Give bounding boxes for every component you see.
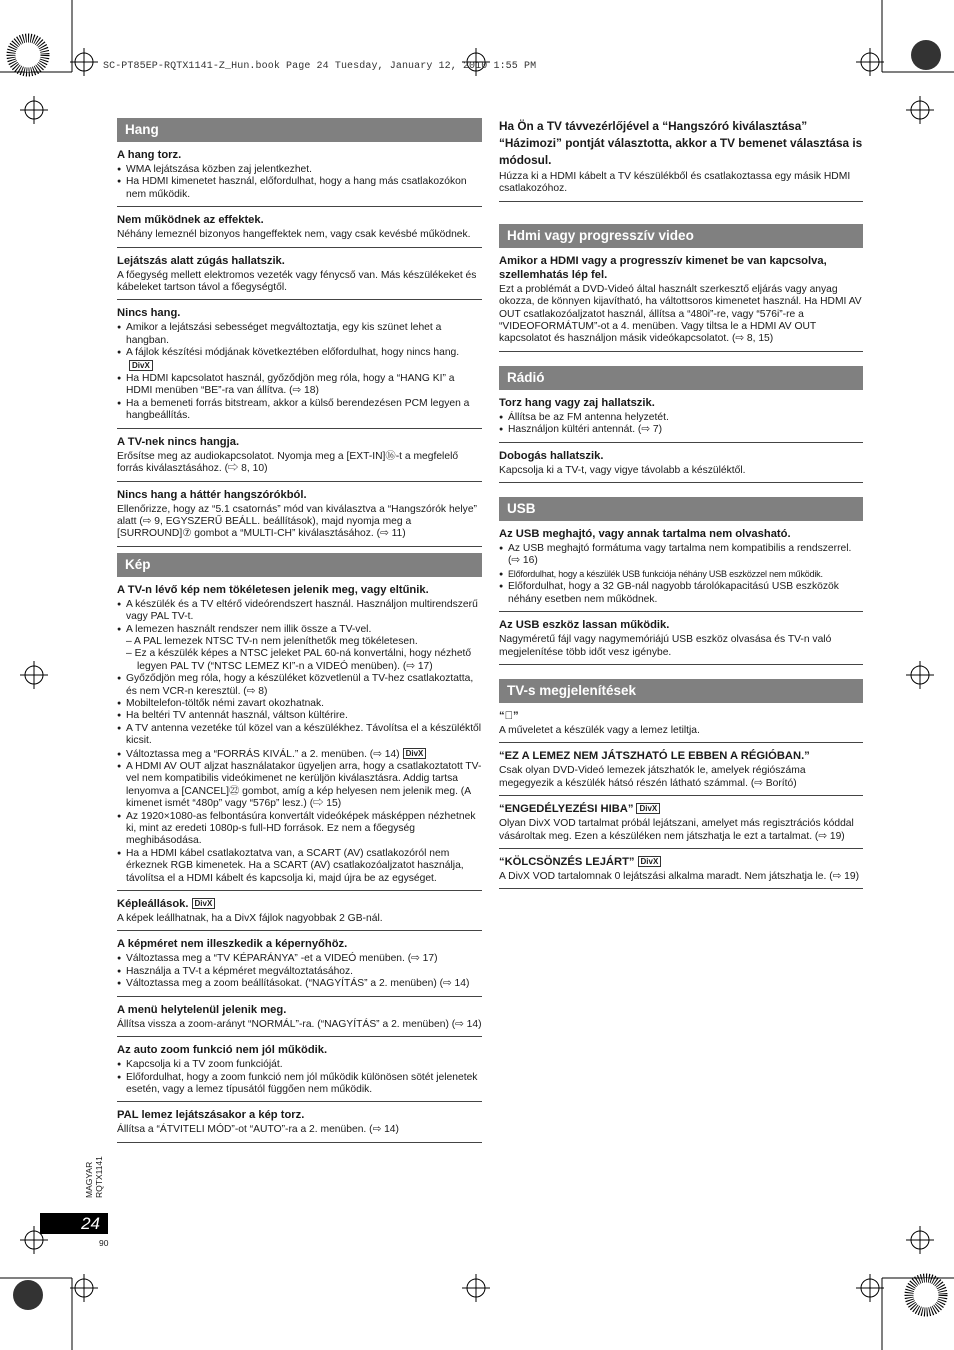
section-hdmi bbox=[499, 224, 863, 352]
bullet-item bbox=[117, 673, 482, 698]
faq-item bbox=[117, 306, 482, 428]
language-label: MAGYAR bbox=[84, 1161, 94, 1198]
question-text: Az USB eszköz lassan működik. bbox=[499, 619, 670, 632]
section-title-bar: Kép bbox=[117, 553, 482, 577]
faq-question bbox=[117, 1043, 482, 1057]
line-text: A HDMI AV OUT aljzat használatakor ügyeljen arra, hogy a csatlakoztatott TV-vel nem kompatibilis videókimenet ne kerüljön kiválasztásra. Addig tartsa lenyomva a [CANCEL]㉒ gombot, amíg a kép helyesen nem jelenik meg. (A kimenet ismét “480p” vagy “576p” lesz.) (⇨ 15) bbox=[126, 761, 482, 810]
faq-question bbox=[117, 1108, 482, 1122]
line-text: Erősítse meg az audiokapcsolatot. Nyomja meg a [EXT-IN]⑯-t a megfelelő forrás kiválasztásához. (⇨ 8, 10) bbox=[117, 450, 459, 475]
line-text: A képek leállhatnak, ha a DivX fájlok nagyobbak 2 GB-nál. bbox=[117, 913, 383, 925]
faq-question bbox=[499, 254, 863, 282]
line-text: Ha a bemeneti forrás bitstream, akkor a külső berendezésen PCM legyen a hangbeállítás. bbox=[126, 397, 470, 422]
left-column bbox=[117, 118, 482, 1153]
answer-text bbox=[117, 1124, 482, 1136]
answer-text bbox=[499, 284, 863, 346]
line-text: Változtassa meg a “FORRÁS KIVÁL.” a 2. menüben. (⇨ 14) bbox=[126, 748, 400, 760]
line-text: A fájlok készítési módjának következtében előfordulhat, hogy nincs hang. bbox=[126, 347, 460, 359]
question-text: PAL lemez lejátszásakor a kép torz. bbox=[117, 1109, 305, 1122]
line-text: Kapcsolja ki a TV-t, vagy vigye távolabb a készüléktől. bbox=[499, 464, 746, 476]
line-text: Ezt a problémát a DVD-Videó által használt szerkesztő eljárás vagy anyag okozza, de könnyen kijavítható, ha váltottsoros kimenetet használ. Ha HDMI AV OUT csatlakozóaljzatot használ, állítsa a “480i”-re, vagy “576i”-re a “VIDEOFORMÁTUM”-ot a 4. menüben. Vagy tiltsa le a HDMI AV OUT kapcsolatot és használjon másik videókapcsolatot. (⇨ 8, 15) bbox=[499, 283, 862, 345]
faq-item bbox=[117, 254, 482, 301]
bullet-item bbox=[499, 543, 863, 568]
bullet-item bbox=[117, 710, 482, 722]
line-text: Változtassa meg a “TV KÉPARÁNYA” -et a VIDEÓ menüben. (⇨ 17) bbox=[126, 953, 438, 965]
faq-item bbox=[499, 396, 863, 443]
bullet-item bbox=[117, 1072, 482, 1097]
line-text: Ellenőrizze, hogy az “5.1 csatornás” mód van kiválasztva a “Hangszórók helye” alatt (⇨ 9, EGYSZERŰ BEÁLL. beállítások), majd nyomja meg a [SURROUND]⑦ gombot a “MULTI-CH” kiválasztásához. (⇨ 11) bbox=[117, 503, 477, 540]
bullet-item bbox=[117, 748, 482, 761]
bullet-item bbox=[117, 164, 482, 176]
bullet-item bbox=[117, 347, 482, 373]
faq-question bbox=[499, 527, 863, 541]
faq-item bbox=[117, 583, 482, 891]
answer-text bbox=[117, 451, 482, 476]
bullet-item bbox=[117, 761, 482, 811]
divx-badge: DivX bbox=[636, 803, 660, 814]
section-hang bbox=[117, 118, 482, 547]
answer-text bbox=[117, 913, 482, 925]
question-text: “ENGEDÉLYEZÉSI HIBA” bbox=[499, 803, 634, 816]
section-radio bbox=[499, 366, 863, 483]
faq-question bbox=[117, 937, 482, 951]
faq-item bbox=[499, 709, 863, 743]
dash-item bbox=[117, 636, 482, 648]
line-text: – A PAL lemezek NTSC TV-n nem jeleníthetők meg tökéletesen. bbox=[126, 635, 418, 647]
dash-item bbox=[117, 648, 482, 673]
faq-item bbox=[117, 213, 482, 247]
faq-question bbox=[499, 618, 863, 632]
answer-text bbox=[499, 465, 863, 477]
line-text: A lemezen használt rendszer nem illik össze a TV-vel. bbox=[126, 623, 372, 635]
bullet-item bbox=[117, 373, 482, 398]
line-text: Amikor a lejátszási sebességet megváltoztatja, egy kis szünet lehet a hangban. bbox=[126, 322, 442, 346]
question-text: Nem működnek az effektek. bbox=[117, 214, 264, 227]
faq-question bbox=[499, 855, 863, 869]
doc-code: RQTX1141 bbox=[94, 1156, 104, 1198]
faq-item bbox=[499, 802, 863, 849]
line-text: Az 1920×1080-as felbontásúra konvertált videóképek másképpen nézhetnek ki, mint az eredeti 1080p-s full-HD források. Ez nem a főegység meghibásodása. bbox=[126, 810, 476, 847]
question-text: “⃠” bbox=[499, 709, 519, 722]
bullet-item bbox=[499, 412, 863, 424]
book-header-line: SC-PT85EP-RQTX1141-Z_Hun.book Page 24 Tuesday, January 12, 2010 1:55 PM bbox=[103, 61, 537, 72]
faq-item bbox=[117, 435, 482, 482]
faq-item bbox=[117, 1003, 482, 1037]
page-number-small: 90 bbox=[99, 1238, 109, 1248]
question-text: Az USB meghajtó, vagy annak tartalma nem olvasható. bbox=[499, 528, 791, 541]
bullet-item bbox=[117, 1059, 482, 1071]
line-text: – Ez a készülék képes a NTSC jeleket PAL 60-ná konvertálni, hogy nézhető legyen PAL TV (“NTSC LEMEZ KI”-n a VIDEÓ menüben). (⇨ 17) bbox=[126, 648, 472, 672]
bullet-item bbox=[499, 568, 863, 581]
faq-question bbox=[117, 213, 482, 227]
intro-item bbox=[499, 118, 863, 202]
bullet-item bbox=[117, 176, 482, 201]
section-tv bbox=[499, 679, 863, 889]
section-kep bbox=[117, 553, 482, 1143]
line-text: Állítsa vissza a zoom-arányt “NORMÁL”-ra. (“NAGYÍTÁS” a 2. menüben) (⇨ 14) bbox=[117, 1018, 482, 1030]
side-language-label bbox=[84, 1156, 104, 1198]
line-text: Előfordulhat, hogy a 32 GB-nál nagyobb tárolókapacitású USB eszközök néhány esetben nem működnek. bbox=[508, 581, 839, 605]
section-title-bar: Hdmi vagy progresszív video bbox=[499, 224, 863, 248]
question-text: A TV-nek nincs hangja. bbox=[117, 435, 240, 448]
answer-text bbox=[499, 818, 863, 843]
divx-badge: DivX bbox=[129, 360, 153, 371]
line-text: Változtassa meg a zoom beállításokat. (“NAGYÍTÁS” a 2. menüben) (⇨ 14) bbox=[126, 978, 470, 990]
question-text: Lejátszás alatt zúgás hallatszik. bbox=[117, 254, 285, 267]
question-text: A képméret nem illeszkedik a képernyőhöz. bbox=[117, 938, 348, 951]
section-title-bar: TV-s megjelenítések bbox=[499, 679, 863, 703]
line-text: A műveletet a készülék vagy a lemez letiltja. bbox=[499, 724, 700, 736]
question-text: Nincs hang. bbox=[117, 307, 181, 320]
faq-item bbox=[499, 749, 863, 796]
faq-question bbox=[499, 709, 863, 723]
answer-text bbox=[499, 634, 863, 659]
faq-item bbox=[499, 254, 863, 352]
faq-question bbox=[499, 396, 863, 410]
faq-item bbox=[117, 897, 482, 931]
answer-text bbox=[499, 871, 863, 883]
question-text: Nincs hang a háttér hangszórókból. bbox=[117, 488, 307, 501]
line-text: Állítsa a “ÁTVITELI MÓD”-ot “AUTO”-ra a 2. menüben. (⇨ 14) bbox=[117, 1124, 399, 1136]
faq-item bbox=[499, 855, 863, 889]
line-text: Csak olyan DVD-Videó lemezek játszhatók le, amelyek régiószáma megegyezik a készülék hátsó részén látható számmal. (⇨ Borító) bbox=[499, 765, 806, 789]
bullet-item bbox=[117, 398, 482, 423]
line-text: Ha a HDMI kábel csatlakoztatva van, a SCART (AV) csatlakozóról nem érkeznek RGB kimenetek. Ha a SCART (AV) csatlakozóaljzatot használja, távolítsa el a HDMI kábelt és kapcsolja ki, majd újra be az egységet. bbox=[126, 847, 464, 884]
faq-question bbox=[117, 897, 482, 911]
page-number-box: 24 bbox=[40, 1213, 108, 1234]
bullet-item bbox=[117, 848, 482, 885]
question-text: Amikor a HDMI vagy a progresszív kimenet be van kapcsolva, szellemhatás lép fel. bbox=[499, 254, 827, 281]
question-text: A menü helytelenül jelenik meg. bbox=[117, 1003, 287, 1016]
faq-question bbox=[499, 749, 863, 763]
faq-item bbox=[117, 1043, 482, 1102]
line-text: A főegység mellett elektromos vezeték vagy fénycső van. Más készülékeket és kábeleket tartson távol a főegységtől. bbox=[117, 269, 477, 294]
bullet-item bbox=[117, 966, 482, 978]
section-title-bar: Hang bbox=[117, 118, 482, 142]
bullet-item bbox=[117, 953, 482, 965]
answer-text bbox=[499, 725, 863, 737]
answer-text bbox=[117, 504, 482, 541]
answer-text bbox=[117, 1019, 482, 1031]
faq-question bbox=[117, 488, 482, 502]
faq-item bbox=[499, 449, 863, 483]
question-text: Dobogás hallatszik. bbox=[499, 449, 604, 462]
bullet-item bbox=[117, 599, 482, 624]
intro-question: Ha Ön a TV távvezérlőjével a “Hangszóró kiválasztása” “Házimozi” pontját választotta, akkor a TV bemenet választása is módosul. bbox=[499, 119, 863, 167]
faq-question bbox=[117, 254, 482, 268]
line-text: Az USB meghajtó formátuma vagy tartalma nem kompatibilis a rendszerrel. (⇨ 16) bbox=[508, 543, 852, 567]
divx-badge: DivX bbox=[403, 748, 427, 759]
line-text: A TV antenna vezetéke túl közel van a készülékhez. Távolítsa el a készüléktől kicsit. bbox=[126, 722, 482, 747]
bullet-item bbox=[117, 811, 482, 848]
faq-question bbox=[499, 802, 863, 816]
line-text: Használja a TV-t a képméret megváltoztatásához. bbox=[126, 965, 354, 977]
line-text: Állítsa be az FM antenna helyzetét. bbox=[508, 411, 669, 423]
question-text: Az auto zoom funkció nem jól működik. bbox=[117, 1044, 328, 1057]
section-usb bbox=[499, 497, 863, 665]
bullet-item bbox=[117, 978, 482, 990]
line-text: Használjon kültéri antennát. (⇨ 7) bbox=[508, 424, 663, 436]
faq-item bbox=[117, 148, 482, 207]
faq-item bbox=[117, 1108, 482, 1142]
bullet-item bbox=[499, 581, 863, 606]
divx-badge: DivX bbox=[192, 898, 216, 909]
faq-item bbox=[117, 937, 482, 996]
answer-text bbox=[499, 765, 863, 790]
question-text: A hang torz. bbox=[117, 149, 182, 161]
line-text: Mobiltelefon-töltők némi zavart okozhatnak. bbox=[126, 697, 325, 709]
right-column bbox=[499, 118, 863, 899]
intro-text: Húzza ki a HDMI kábelt a TV készülékből és csatlakoztassa egy másik HDMI csatlakozóhoz. bbox=[499, 171, 851, 195]
line-text: Előfordulhat, hogy a zoom funkció nem jól működik különösen sötét jelenetek esetén, vagy a lemez típusától függően nem működik. bbox=[126, 1071, 478, 1095]
faq-question bbox=[117, 583, 482, 597]
faq-item bbox=[499, 618, 863, 665]
faq-question bbox=[117, 148, 482, 162]
bullet-item bbox=[499, 424, 863, 436]
bullet-item bbox=[117, 698, 482, 710]
line-text: Nagyméretű fájl vagy nagymemóriájú USB eszköz olvasása és TV-n való megjelenítése több időt vesz igénybe. bbox=[499, 634, 832, 658]
line-text: Győződjön meg róla, hogy a készüléket közvetlenül a TV-hez csatlakoztatta, és nem VCR-n keresztül. (⇨ 8) bbox=[126, 673, 474, 697]
section-title-bar: USB bbox=[499, 497, 863, 521]
line-text: Olyan DivX VOD tartalmat próbál lejátszani, amelyet más regisztrációs kóddal vásároltak meg. Ezen a készüléken nem játszhatja le ezt a tartalmat. (⇨ 19) bbox=[499, 818, 854, 842]
question-text: Torz hang vagy zaj hallatszik. bbox=[499, 396, 655, 409]
line-text: A DivX VOD tartalomnak 0 lejátszási alkalma maradt. Nem játszhatja le. (⇨ 19) bbox=[499, 870, 859, 882]
line-text: Ha beltéri TV antennát használ, váltson kültérire. bbox=[126, 710, 348, 722]
answer-text bbox=[117, 229, 482, 241]
faq-question bbox=[117, 435, 482, 449]
question-text: “EZ A LEMEZ NEM JÁTSZHATÓ LE EBBEN A RÉGIÓBAN.” bbox=[499, 750, 810, 763]
divx-badge: DivX bbox=[638, 856, 662, 867]
faq-question bbox=[117, 306, 482, 320]
answer-text bbox=[117, 270, 482, 295]
line-text: Előfordulhat, hogy a készülék USB funkciója néhány USB eszközzel nem működik. bbox=[508, 568, 823, 579]
bullet-item bbox=[117, 723, 482, 748]
bullet-item bbox=[117, 322, 482, 347]
line-text: A készülék és a TV eltérő videórendszert használ. Használjon multirendszerű vagy PAL TV-t. bbox=[126, 598, 478, 623]
line-text: Ha HDMI kimenetet használ, előfordulhat, hogy a hang más csatlakozókon nem működik. bbox=[126, 176, 467, 200]
line-text: Néhány lemeznél bizonyos hangeffektek nem, vagy csak kevésbé működnek. bbox=[117, 229, 471, 241]
section-title-bar: Rádió bbox=[499, 366, 863, 390]
faq-item bbox=[499, 527, 863, 612]
faq-question bbox=[499, 449, 863, 463]
line-text: Kapcsolja ki a TV zoom funkcióját. bbox=[126, 1059, 283, 1071]
bullet-item bbox=[117, 624, 482, 636]
faq-item bbox=[117, 488, 482, 547]
question-text: A TV-n lévő kép nem tökéletesen jelenik meg, vagy eltűnik. bbox=[117, 583, 429, 596]
faq-question bbox=[117, 1003, 482, 1017]
question-text: Képleállások. bbox=[117, 898, 189, 911]
line-text: Ha HDMI kapcsolatot használ, győződjön meg róla, hogy a “HANG KI” a HDMI menüben “BE”-ra van állítva. (⇨ 18) bbox=[126, 373, 455, 397]
line-text: WMA lejátszása közben zaj jelentkezhet. bbox=[126, 164, 313, 175]
question-text: “KÖLCSÖNZÉS LEJÁRT” bbox=[499, 855, 635, 868]
